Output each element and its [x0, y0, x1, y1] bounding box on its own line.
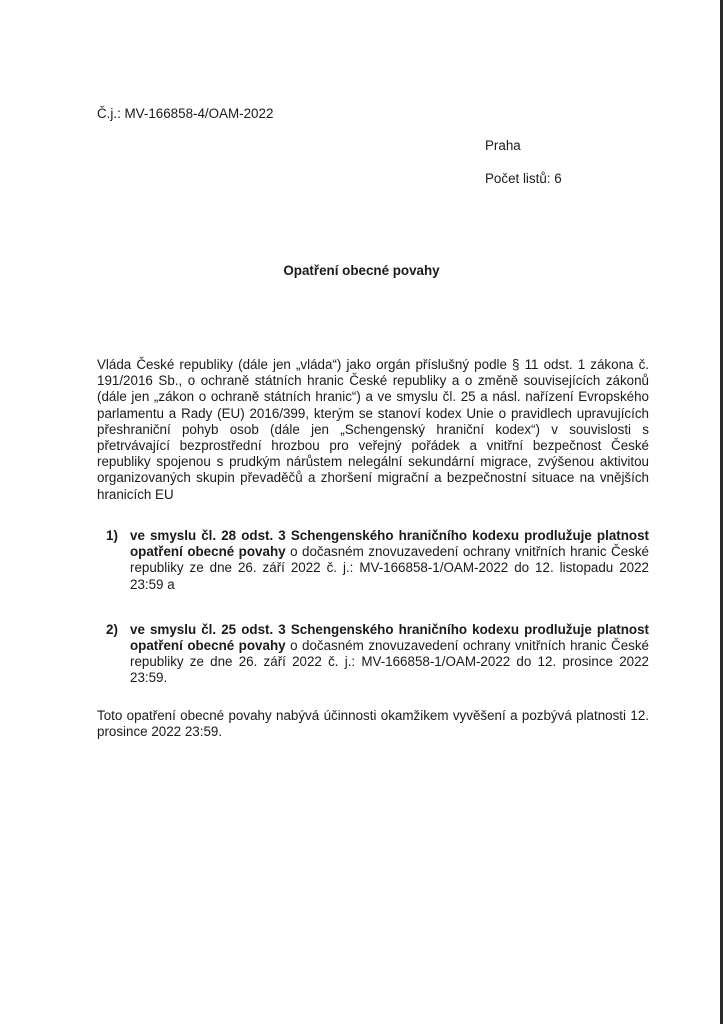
- reference-number: Č.j.: MV-166858-4/OAM-2022: [97, 106, 274, 121]
- item-bold-text: ve smyslu čl. 25 odst. 3 Schengenského hraničního kodexu prodlužuje platnost opatření obecné povahy: [130, 621, 649, 654]
- item-bold-text: ve smyslu čl. 28 odst. 3 Schengenského hraničního kodexu prodlužuje platnost opatření obecné povahy: [130, 528, 649, 560]
- item-text: o dočasném znovuzavedení ochrany vnitřních hranic České republiky ze dne 26. září 2022 č. j.: MV-166858-1/OAM-2022 do 12. listopadu 2022 23:59 a: [130, 544, 649, 592]
- sheet-count: Počet listů: 6: [485, 171, 562, 186]
- place: Praha: [485, 138, 521, 153]
- decision-list: [97, 528, 649, 687]
- closing-paragraph: Toto opatření obecné povahy nabývá účinnosti okamžikem vyvěšení a pozbývá platnosti 12. prosince 2022 23:59.: [97, 708, 649, 740]
- item-text: o dočasném znovuzavedení ochrany vnitřních hranic České republiky ze dne 26. září 2022 č. j.: MV-166858-1/OAM-2022 do 12. prosince 2022 23:59.: [130, 638, 649, 686]
- document-title: Opatření obecné povahy: [283, 263, 440, 278]
- item-number: 2): [106, 621, 118, 637]
- decision-item-1: [97, 528, 649, 593]
- decision-item-2: [97, 622, 649, 687]
- item-number: 1): [106, 528, 118, 543]
- preamble-paragraph: Vláda České republiky (dále jen „vláda“) jako orgán příslušný podle § 11 odst. 1 zákona č. 191/2016 Sb., o ochraně státních hranic České republiky a o změně souvisejících zákonů (dále jen „zákon o ochraně státních hranic“) a ve smyslu čl. 25 a násl. nařízení Evropského parlamentu a Rady (EU) 2016/399, kterým se stanoví kodex Unie o pravidlech upravujících přeshraniční pohyb osob (dále jen „Schengenský hraniční kodex“) v souvislosti s přetrvávající bezprostřední hrozbou pro veřejný pořádek a vnitřní bezpečnost České republiky spojenou s prudkým nárůstem nelegální sekundární migrace, zvýšenou aktivitou organizovaných skupin převaděčů a zhoršení migrační a bezpečnostní situace na vnějších hranicích EU: [97, 357, 649, 502]
